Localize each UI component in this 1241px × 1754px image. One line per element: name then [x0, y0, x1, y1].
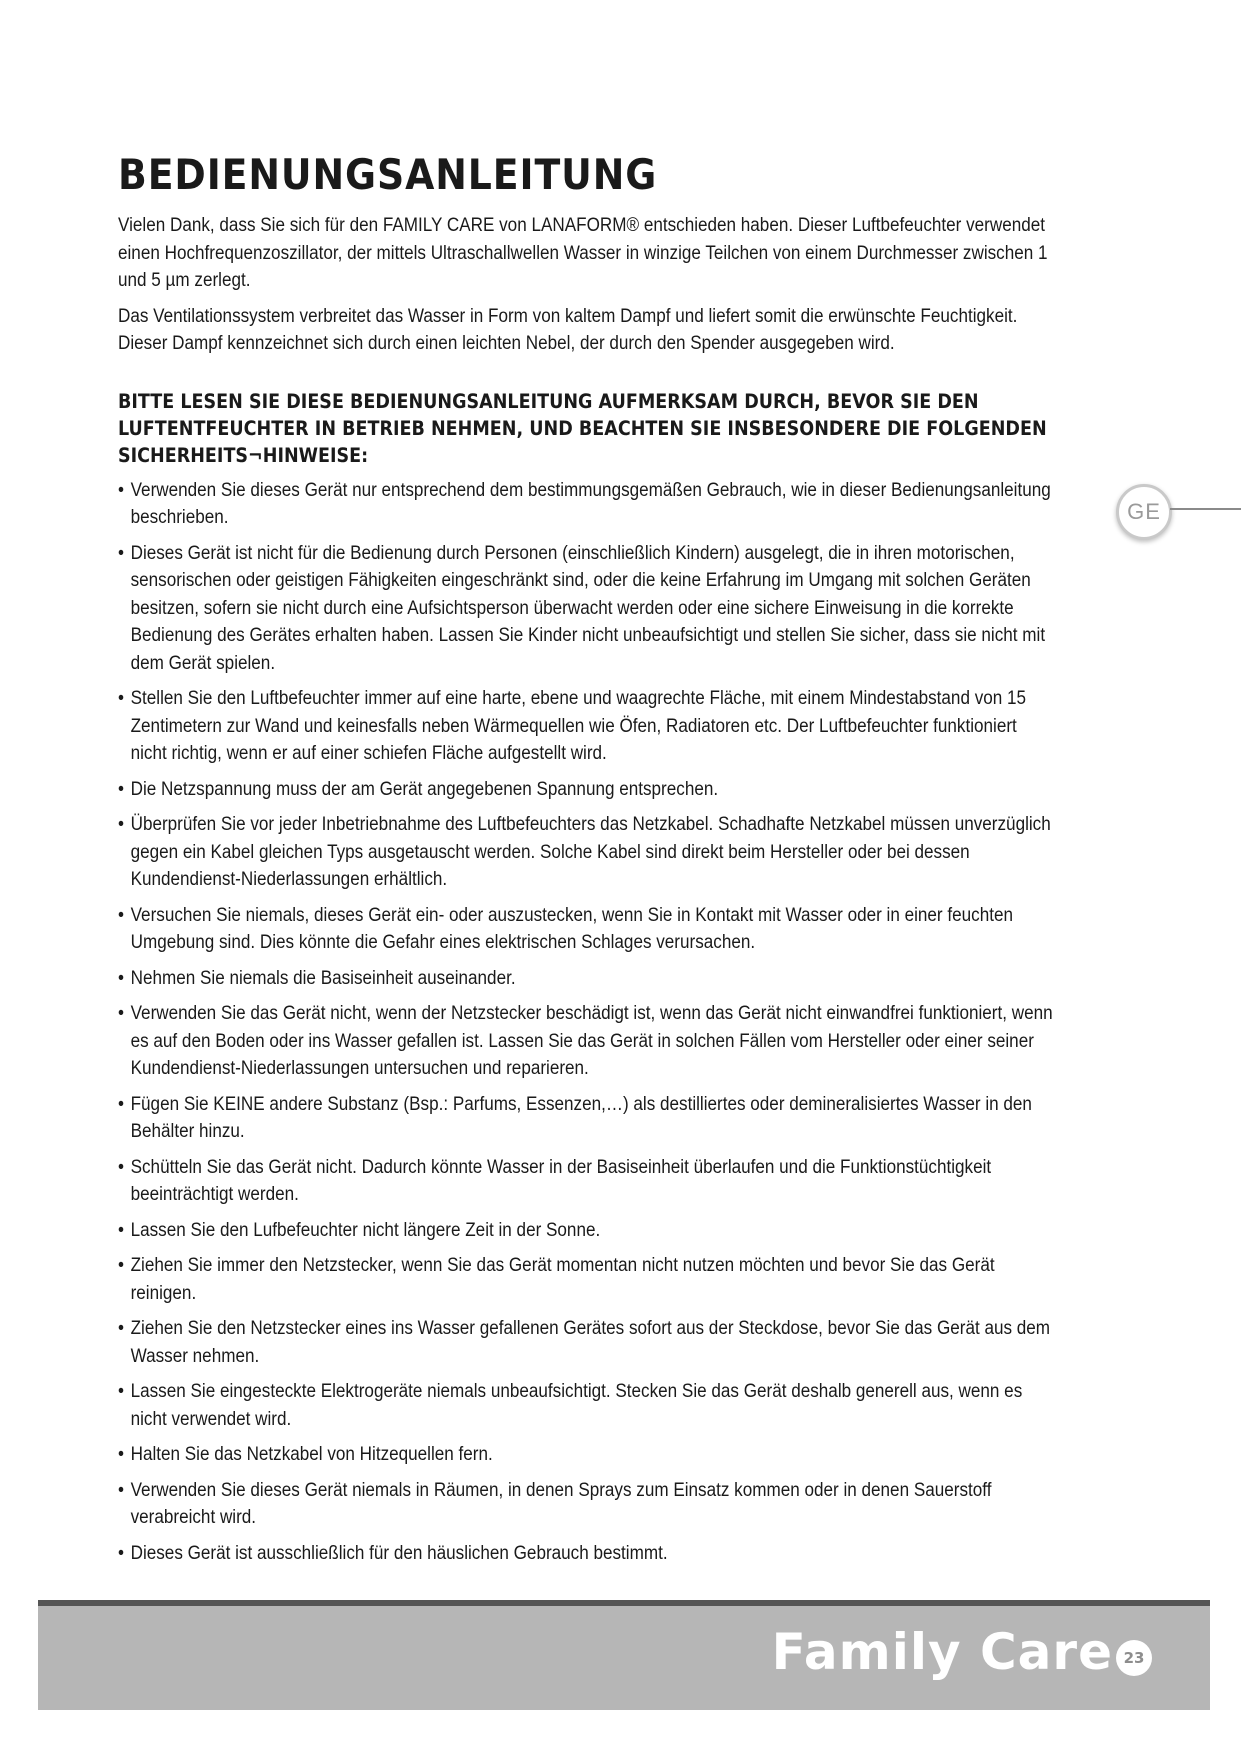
list-item-text: Dieses Gerät ist ausschließlich für den häuslichen Gebrauch bestimmt. — [130, 1542, 668, 1564]
list-item — [118, 1252, 1058, 1307]
safety-warning-heading: BITTE LESEN SIE DIESE BEDIENUNGSANLEITUNG AUFMERKSAM DURCH, BEVOR SIE DEN LUFTENTFEUCHTER IN BETRIEB NEHMEN, UND BEACHTEN SIE INSBESONDERE DIE FOLGENDEN SICHERHEITS¬HINWEISE: — [118, 389, 1047, 467]
list-item — [118, 477, 1058, 532]
list-item — [118, 1000, 1058, 1083]
list-item-text: Stellen Sie den Luftbefeuchter immer auf eine harte, ebene und waagrechte Fläche, mit einem Mindestabstand von 15 Zentimetern zur Wand und keinesfalls neben Wärmequellen wie Öfen, Radiatoren etc. Der Luftbefeuchter funktioniert nicht richtig, wenn er auf einer schiefen Fläche aufgestellt wird. — [130, 688, 1027, 764]
list-item — [118, 540, 1058, 678]
list-item — [118, 965, 1058, 993]
list-item-text: Die Netzspannung muss der am Gerät angegebenen Spannung entsprechen. — [130, 778, 719, 800]
language-tab: GE — [1116, 484, 1172, 540]
list-item-text: Versuchen Sie niemals, dieses Gerät ein- oder auszustecken, wenn Sie in Kontakt mit Wasser oder in einer feuchten Umgebung sind. Dies könnte die Gefahr eines elektrischen Schlages verursachen. — [130, 904, 1013, 953]
page-title: BEDIENUNGSANLEITUNG — [118, 150, 658, 200]
bullet-icon: • — [118, 542, 124, 564]
bullet-icon: • — [118, 814, 124, 835]
list-item — [118, 811, 1058, 894]
list-item — [118, 1540, 1058, 1568]
list-item-text: Lassen Sie eingesteckte Elektrogeräte niemals unbeaufsichtigt. Stecken Sie das Gerät deshalb generell aus, wenn es nicht verwendet wird. — [130, 1381, 1023, 1430]
list-item-text: Verwenden Sie dieses Gerät nur entsprechend dem bestimmungsgemäßen Gebrauch, wie in dieser Bedienungsanleitung beschrieben. — [130, 479, 1051, 528]
list-item — [118, 1477, 1058, 1532]
list-item-text: Überprüfen Sie vor jeder Inbetriebnahme des Luftbefeuchters das Netzkabel. Schadhafte Netzkabel müssen unverzüglich gegen ein Kabel gleichen Typs ausgetauscht werden. Solche Kabel sind direkt beim Hersteller oder bei dessen Kundendienst-Niederlassungen erhältlich. — [130, 814, 1051, 890]
list-item — [118, 776, 1058, 804]
bullet-icon: • — [118, 1003, 124, 1024]
list-item-text: Schütteln Sie das Gerät nicht. Dadurch könnte Wasser in der Basiseinheit überlaufen und die Funktionstüchtigkeit beeinträchtigt werden. — [130, 1156, 992, 1205]
list-item — [118, 1091, 1058, 1146]
intro-section — [118, 212, 1058, 358]
list-item — [118, 1315, 1058, 1370]
bullet-icon: • — [118, 1219, 124, 1241]
list-item-text: Verwenden Sie dieses Gerät niemals in Räumen, in denen Sprays zum Einsatz kommen oder in denen Sauerstoff verabreicht wird. — [130, 1479, 992, 1528]
bullet-icon: • — [118, 967, 124, 989]
intro-paragraph: Das Ventilationssystem verbreitet das Wasser in Form von kaltem Dampf und liefert somit die erwünschte Feuchtigkeit. Dieser Dampf kennzeichnet sich durch einen leichten Nebel, der durch den Spender ausgegeben wird. — [118, 305, 1018, 354]
list-item — [118, 902, 1058, 957]
brand-name: Family Care — [771, 1623, 1113, 1681]
safety-instructions-list — [118, 477, 1058, 1568]
bullet-icon: • — [118, 479, 124, 501]
bullet-icon: • — [118, 1156, 124, 1178]
bullet-icon: • — [118, 1255, 124, 1276]
list-item-text: Ziehen Sie immer den Netzstecker, wenn Sie das Gerät momentan nicht nutzen möchten und bevor Sie das Gerät reinigen. — [130, 1255, 995, 1304]
bullet-icon: • — [118, 1093, 124, 1115]
main-content — [118, 212, 1053, 1575]
bullet-icon: • — [118, 904, 124, 926]
bullet-icon: • — [118, 778, 124, 800]
list-item — [118, 685, 1058, 768]
bullet-icon: • — [118, 1444, 124, 1465]
intro-paragraph: Vielen Dank, dass Sie sich für den FAMILY CARE von LANAFORM® entschieden haben. Dieser Luftbefeuchter verwendet einen Hochfrequenzoszillator, der mittels Ultraschallwellen Wasser in winzige Teilchen von einem Durchmesser zwischen 1 und 5 µm zerlegt. — [118, 215, 1048, 291]
list-item — [118, 1441, 1058, 1469]
bullet-icon: • — [118, 688, 124, 709]
list-item-text: Ziehen Sie den Netzstecker eines ins Wasser gefallenen Gerätes sofort aus der Steckdose, bevor Sie das Gerät aus dem Wasser nehmen. — [130, 1318, 1051, 1367]
list-item-text: Fügen Sie KEINE andere Substanz (Bsp.: Parfums, Essenzen,…) als destilliertes oder demineralisiertes Wasser in den Behälter hinzu. — [130, 1093, 1032, 1142]
footer-divider — [38, 1600, 1210, 1606]
language-tab-divider — [1170, 508, 1241, 510]
list-item — [118, 1154, 1058, 1209]
bullet-icon: • — [118, 1381, 124, 1402]
list-item — [118, 1217, 1058, 1245]
page-number: 23 — [1116, 1640, 1152, 1676]
list-item-text: Halten Sie das Netzkabel von Hitzequellen fern. — [130, 1444, 493, 1465]
bullet-icon: • — [118, 1542, 124, 1564]
list-item-text: Nehmen Sie niemals die Basiseinheit auseinander. — [130, 967, 516, 989]
list-item-text: Lassen Sie den Lufbefeuchter nicht längere Zeit in der Sonne. — [130, 1219, 601, 1241]
list-item-text: Verwenden Sie das Gerät nicht, wenn der Netzstecker beschädigt ist, wenn das Gerät nicht einwandfrei funktioniert, wenn es auf den Boden oder ins Wasser gefallen ist. Lassen Sie das Gerät in solchen Fällen vom Hersteller oder einer seiner Kundendienst-Niederlassungen untersuchen und reparieren. — [130, 1003, 1053, 1079]
bullet-icon: • — [118, 1318, 124, 1339]
list-item — [118, 1378, 1058, 1433]
list-item-text: Dieses Gerät ist nicht für die Bedienung durch Personen (einschließlich Kindern) ausgelegt, die in ihren motorischen, sensorischen oder geistigen Fähigkeiten eingeschränkt sind, oder die keine Erfahrung im Umgang mit solchen Geräten besitzen, sofern sie nicht durch eine Aufsichtsperson überwacht werden oder eine sichere Einweisung in die korrekte Bedienung des Gerätes erhalten haben. Lassen Sie Kinder nicht unbeaufsichtigt und stellen Sie sicher, dass sie nicht mit dem Gerät spielen. — [130, 542, 1046, 674]
bullet-icon: • — [118, 1479, 124, 1501]
